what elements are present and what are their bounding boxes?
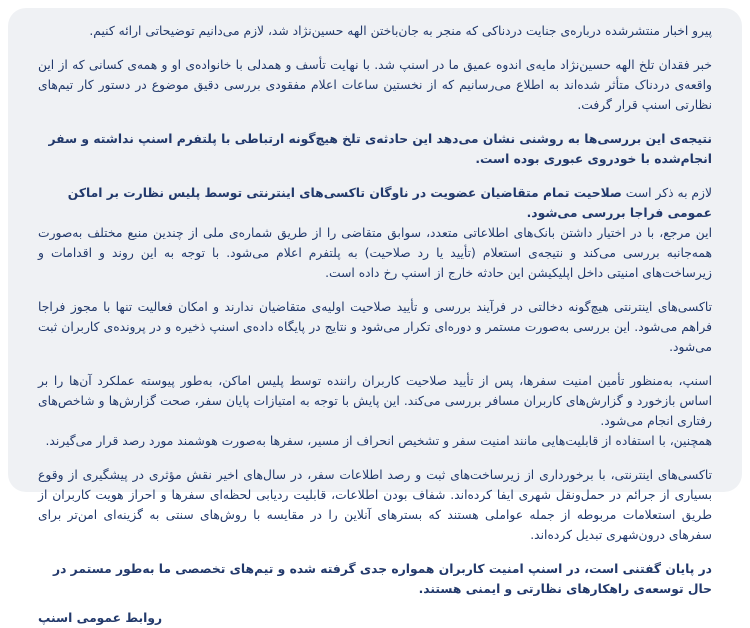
signature: روابط عمومی اسنپ (38, 608, 712, 628)
statement-paragraph-monitoring-extra: همچنین، با استفاده از قابلیت‌هایی مانند امنیت سفر و تشخیص انحراف از مسیر، سفرها به‌صورت هوشمند مورد رصد قرار می‌گیرند. (38, 431, 712, 451)
vetting-lead-text: لازم به ذکر است (622, 186, 712, 200)
statement-paragraph-vetting-lead (38, 183, 712, 223)
statement-paragraph-safety-record: تاکسی‌های اینترنتی، با برخورداری از زیرساخت‌های ثبت و رصد اطلاعات سفر، در سال‌های اخیر نقش مؤثری در پیشگیری از وقوع بسیاری از جرائم در حمل‌ونقل شهری ایفا کرده‌اند. شفاف بودن اطلاعات، قابلیت ردیابی لحظه‌ای سفرها و احراز هویت کاربران از طریق استعلامات مربوطه از جمله عواملی هستند که بسترهای آنلاین را در مقایسه با روش‌های سنتی به گزینه‌ای امن‌تر برای سفرهای درون‌شهری تبدیل کرده‌اند. (38, 465, 712, 545)
statement-card (8, 8, 742, 492)
statement-paragraph-intro: پیرو اخبار منتشرشده درباره‌ی جنایت دردناکی که منجر به جان‌باختن الهه حسین‌نژاد شد، لازم می‌دانیم توضیحاتی ارائه کنیم. (38, 21, 712, 41)
statement-paragraph-closing-bold: در پایان گفتنی است، در اسنپ امنیت کاربران همواره جدی گرفته شده و تیم‌های تخصصی ما به‌طور مستمر در حال توسعه‌ی راهکارهای نظارتی و ایمنی هستند. (38, 559, 712, 599)
vetting-bold-text: صلاحیت تمام متقاضیان عضویت در ناوگان تاکسی‌های اینترنتی توسط پلیس نظارت بر اماکن عمومی فراجا بررسی می‌شود. (68, 186, 712, 220)
statement-paragraph-conclusion-bold: نتیجه‌ی این بررسی‌ها به روشنی نشان می‌دهد این حادثه‌ی تلخ هیچ‌گونه ارتباطی با پلتفرم اسنپ نداشته و سفر انجام‌شده با خودروی عبوری بوده است. (38, 129, 712, 169)
statement-paragraph-condolence: خبر فقدان تلخ الهه حسین‌نژاد مایه‌ی اندوه عمیق ما در اسنپ شد. با نهایت تأسف و همدلی با خانواده‌ی او و همه‌ی کسانی که از این واقعه‌ی دردناک متأثر شده‌اند به اطلاع می‌رسانیم که از نخستین ساعات اعلام مفقودی بررسی دقیق موضوع در دستور کار تیم‌های نظارتی اسنپ قرار گرفت. (38, 55, 712, 115)
statement-paragraph-vetting-body: این مرجع، با در اختیار داشتن بانک‌های اطلاعاتی متعدد، سوابق متقاضی را از طریق شماره‌ی ملی از چندین منبع مختلف به‌صورت همه‌جانبه بررسی می‌کند و نتیجه‌ی استعلام (تأیید یا رد صلاحیت) به پلتفرم اعلام می‌شود. با توجه به این روند و اقدامات و زیرساخت‌های امنیتی داخل اپلیکیشن این حادثه خارج از اسنپ رخ داده است. (38, 223, 712, 283)
statement-paragraph-no-interference: تاکسی‌های اینترنتی هیچ‌گونه دخالتی در فرآیند بررسی و تأیید صلاحیت اولیه‌ی متقاضیان ندارند و امکان فعالیت تنها با مجوز فراجا فراهم می‌شود. این بررسی به‌صورت مستمر و دوره‌ای تکرار می‌شود و نتایج در پایگاه داده‌ی اسنپ ذخیره و در پرونده‌ی کاربران ثبت می‌شود. (38, 297, 712, 357)
statement-paragraph-monitoring: اسنپ، به‌منظور تأمین امنیت سفرها، پس از تأیید صلاحیت کاربران راننده توسط پلیس اماکن، به‌طور پیوسته عملکرد آن‌ها را بر اساس بازخورد و گزارش‌های کاربران مسافر بررسی می‌کند. این پایش با توجه به امتیازات پایان سفر، صحت گزارش‌ها و شاخص‌های رفتاری انجام می‌شود. (38, 371, 712, 431)
